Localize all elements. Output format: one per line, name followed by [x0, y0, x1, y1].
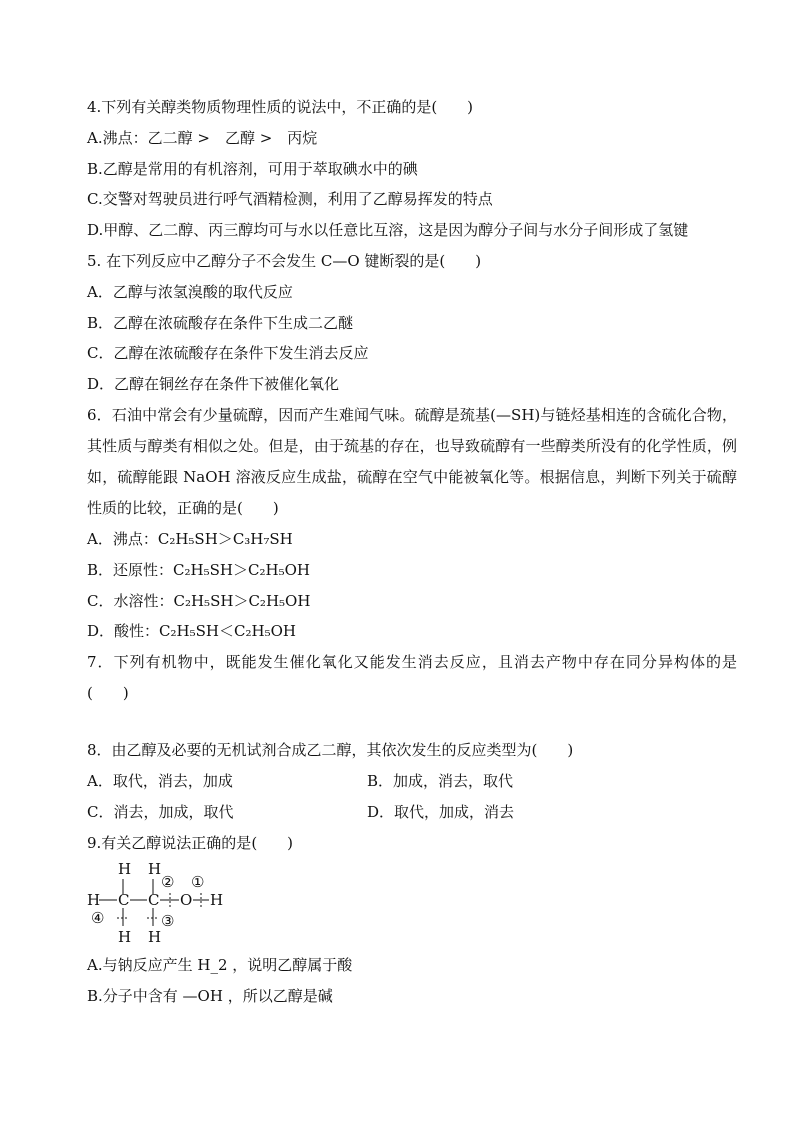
q8-options-row-2 — [87, 797, 737, 828]
bond-label-1: ① — [191, 873, 205, 892]
q6-b-op: ＞ — [232, 560, 248, 579]
q9-option-b: B.分子中含有 —OH ，所以乙醇是碱 — [87, 987, 333, 1006]
question-sheet — [87, 92, 737, 1012]
q5-option-a: A．乙醇与浓氢溴酸的取代反应 — [87, 282, 293, 301]
atom-h-right: H — [210, 891, 224, 910]
q4-option-c: C.交警对驾驶员进行呼气酒精检测，利用了乙醇易挥发的特点 — [87, 190, 493, 209]
atom-h-bottom-2: H — [148, 928, 162, 945]
ethanol-structural-formula — [87, 862, 237, 944]
q6-a-right: C₃H₇SH — [232, 529, 293, 548]
bond-label-3: ③ — [161, 912, 175, 931]
bond-label-4: ④ — [91, 909, 105, 928]
q5-option-c: C．乙醇在浓硫酸存在条件下发生消去反应 — [87, 344, 369, 363]
q9-stem: 9.有关乙醇说法正确的是( ) — [87, 833, 294, 852]
atom-h-top-1: H — [118, 862, 132, 879]
q6-c-op: ＞ — [233, 591, 249, 610]
q6-stem: 6．石油中常会有少量硫醇，因而产生难闻气味。硫醇是巯基(—SH)与链烃基相连的含硫化合物，其性质与醇类有相似之处。但是，由于巯基的存在，也导致硫醇有一些醇类所没有的化学性质，例如，硫醇能跟 NaOH 溶液反应生成盐，硫醇在空气中能被氧化等。根据信息，判断下列关于硫醇性质的比较，正确的是( ) — [87, 405, 737, 517]
q5-option-b: B．乙醇在浓硫酸存在条件下生成二乙醚 — [87, 313, 354, 332]
ethanol-structure-svg — [87, 862, 237, 944]
q8-stem: 8．由乙醇及必要的无机试剂合成乙二醇，其依次发生的反应类型为( ) — [87, 741, 574, 760]
q6-d-label: D．酸性： — [87, 622, 160, 641]
atom-c1: C — [118, 891, 130, 910]
q6-d-right: C₂H₅OH — [234, 622, 296, 641]
q6-a-left: C₂H₅SH — [157, 529, 218, 548]
q6-c-left: C₂H₅SH — [173, 591, 234, 610]
q6-d-left: C₂H₅SH — [159, 622, 219, 641]
q8-option-d: D．取代，加成，消去 — [367, 802, 515, 821]
q6-option-a — [87, 524, 737, 555]
q5-option-d: D．乙醇在铜丝存在条件下被催化氧化 — [87, 375, 340, 394]
q8-option-c: C．消去，加成，取代 — [87, 802, 234, 821]
bond-label-2: ② — [161, 873, 175, 892]
q9-option-a: A.与钠反应产生 H_2 ，说明乙醇属于酸 — [87, 956, 353, 975]
q6-option-d — [87, 616, 737, 647]
q4-stem: 4.下列有关醇类物质物理性质的说法中，不正确的是( ) — [87, 98, 474, 116]
q4-option-b: B.乙醇是常用的有机溶剂，可用于萃取碘水中的碘 — [87, 159, 418, 178]
q6-b-left: C₂H₅SH — [173, 560, 233, 579]
q6-option-c — [87, 586, 737, 617]
atom-c2: C — [148, 891, 160, 910]
q8-option-b: B．加成，消去，取代 — [367, 771, 514, 790]
atom-h-bottom-1: H — [118, 928, 132, 945]
atom-o: O — [180, 891, 193, 910]
q6-option-b — [87, 555, 737, 586]
q6-c-right: C₂H₅OH — [248, 591, 311, 610]
atom-h-left: H — [87, 891, 101, 910]
q6-b-label: B．还原性： — [87, 560, 174, 579]
atom-h-top-2: H — [148, 862, 162, 879]
q4-option-d: D.甲醇、乙二醇、丙三醇均可与水以任意比互溶，这是因为醇分子间与水分子间形成了氢键 — [87, 221, 689, 240]
q6-a-op: ＞ — [217, 529, 233, 548]
q8-option-a: A．取代，消去，加成 — [87, 771, 233, 790]
q5-stem: 5. 在下列反应中乙醇分子不会发生 C—O 键断裂的是( ) — [87, 251, 482, 270]
q6-b-right: C₂H₅OH — [248, 560, 310, 579]
q6-d-op: ＜ — [218, 622, 234, 641]
q6-c-label: C．水溶性： — [87, 591, 174, 610]
q7-stem: 7．下列有机物中，既能发生催化氧化又能发生消去反应，且消去产物中存在同分异构体的是( ) — [87, 653, 737, 703]
q4-option-a: A.沸点：乙二醇 > 乙醇 > 丙烷 — [87, 128, 318, 147]
q7-blank-space — [87, 709, 737, 735]
q8-options-row-1 — [87, 766, 737, 797]
q6-a-label: A．沸点： — [87, 529, 158, 548]
